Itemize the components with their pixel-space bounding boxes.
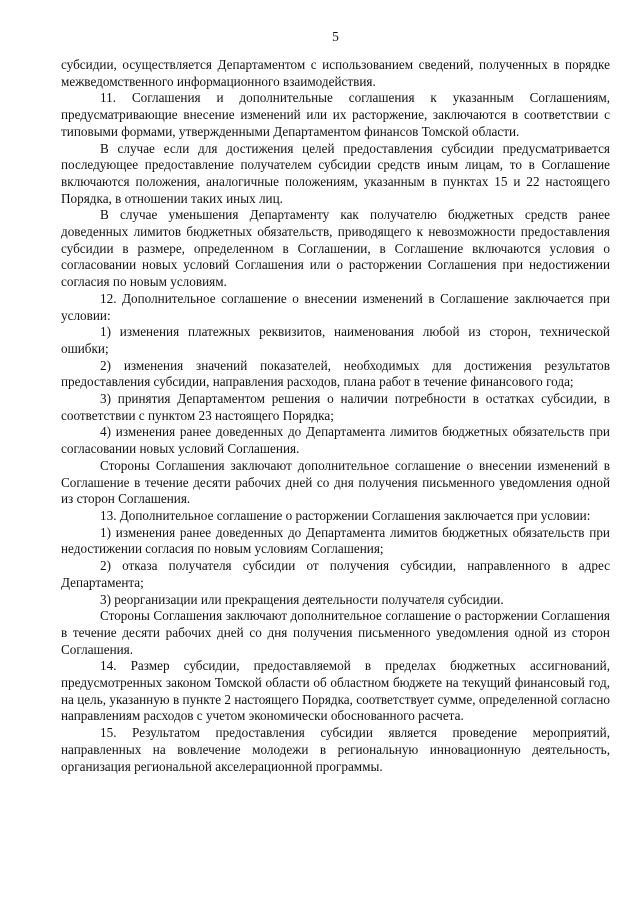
paragraph-subsidy-transfer: В случае если для достижения целей предоставления субсидии предусматривается последующее предоставление получателем субсидии средств иным лицам, то в Соглашение включаются положения, аналогичные положениям, указанным в пунктах 15 и 22 настоящего Порядка, в отношении таких иных лиц. <box>61 140 610 206</box>
paragraph-item-13: 13. Дополнительное соглашение о расторжении Соглашения заключается при условии: <box>100 507 591 523</box>
list-item-12-4: 4) изменения ранее доведенных до Департамента лимитов бюджетных обязательств при согласовании новых условий Соглашения. <box>61 424 610 457</box>
list-item-12-3: 3) принятия Департаментом решения о наличии потребности в остатках субсидии, в соответствии с пунктом 23 настоящего Порядка; <box>61 391 610 423</box>
paragraph-termination-term: Стороны Соглашения заключают дополнительное соглашение о расторжении Соглашения в течение десяти рабочих дней со дня получения письменного уведомления одной из сторон Соглашения. <box>61 608 610 657</box>
paragraph-item-15: 15. Результатом предоставления субсидии является проведение мероприятий, направленных на вовлечение молодежи в региональную инновационную деятельность, организация региональной акселерационной программы. <box>61 725 610 774</box>
list-item-12-2: 2) изменения значений показателей, необходимых для достижения результатов предоставления субсидии, направления расходов, плана работ в течение финансового года; <box>61 357 610 390</box>
page-number: 5 <box>332 29 339 44</box>
list-item-13-2: 2) отказа получателя субсидии от получения субсидии, направленного в адрес Департамента; <box>61 558 610 590</box>
paragraph-item-12: 12. Дополнительное соглашение о внесении изменений в Соглашение заключается при условии: <box>61 290 610 323</box>
list-item-13-3: 3) реорганизации или прекращения деятельности получателя субсидии. <box>100 591 504 607</box>
document-page <box>61 28 610 775</box>
list-item-13-1: 1) изменения ранее доведенных до Департамента лимитов бюджетных обязательств при недостижении согласия по новым условиям Соглашения; <box>61 524 610 557</box>
paragraph-item-11: 11. Соглашения и дополнительные соглашения к указанным Соглашениям, предусматривающие внесение изменений или их расторжение, заключаются в соответствии с типовыми формами, утвержденными Департаментом финансов Томской области. <box>61 90 610 139</box>
paragraph-limits-reduction: В случае уменьшения Департаменту как получателю бюджетных средств ранее доведенных лимитов бюджетных обязательств, приводящего к невозможности предоставления субсидии в размере, определенном в Соглашении, в Соглашение включаются условия о согласовании новых условий Соглашения или о расторжении Соглашения при недостижении согласия по новым условиям. <box>61 207 610 290</box>
paragraph-item-14: 14. Размер субсидии, предоставляемой в пределах бюджетных ассигнований, предусмотренных законом Томской области об областном бюджете на текущий финансовый год, на цель, указанную в пункте 2 настоящего Порядка, соответствует сумме, определенной согласно направлениям расходов с учетом экономически обоснованного расчета. <box>61 658 610 724</box>
paragraph-amendment-term: Стороны Соглашения заключают дополнительное соглашение о внесении изменений в Соглашение в течение десяти рабочих дней со дня получения письменного уведомления одной из сторон Соглашения. <box>61 457 610 507</box>
paragraph-continuation: субсидии, осуществляется Департаментом с использованием сведений, полученных в порядке межведомственного информационного взаимодействия. <box>61 57 610 89</box>
list-item-12-1: 1) изменения платежных реквизитов, наименования любой из сторон, технической ошибки; <box>61 324 610 356</box>
